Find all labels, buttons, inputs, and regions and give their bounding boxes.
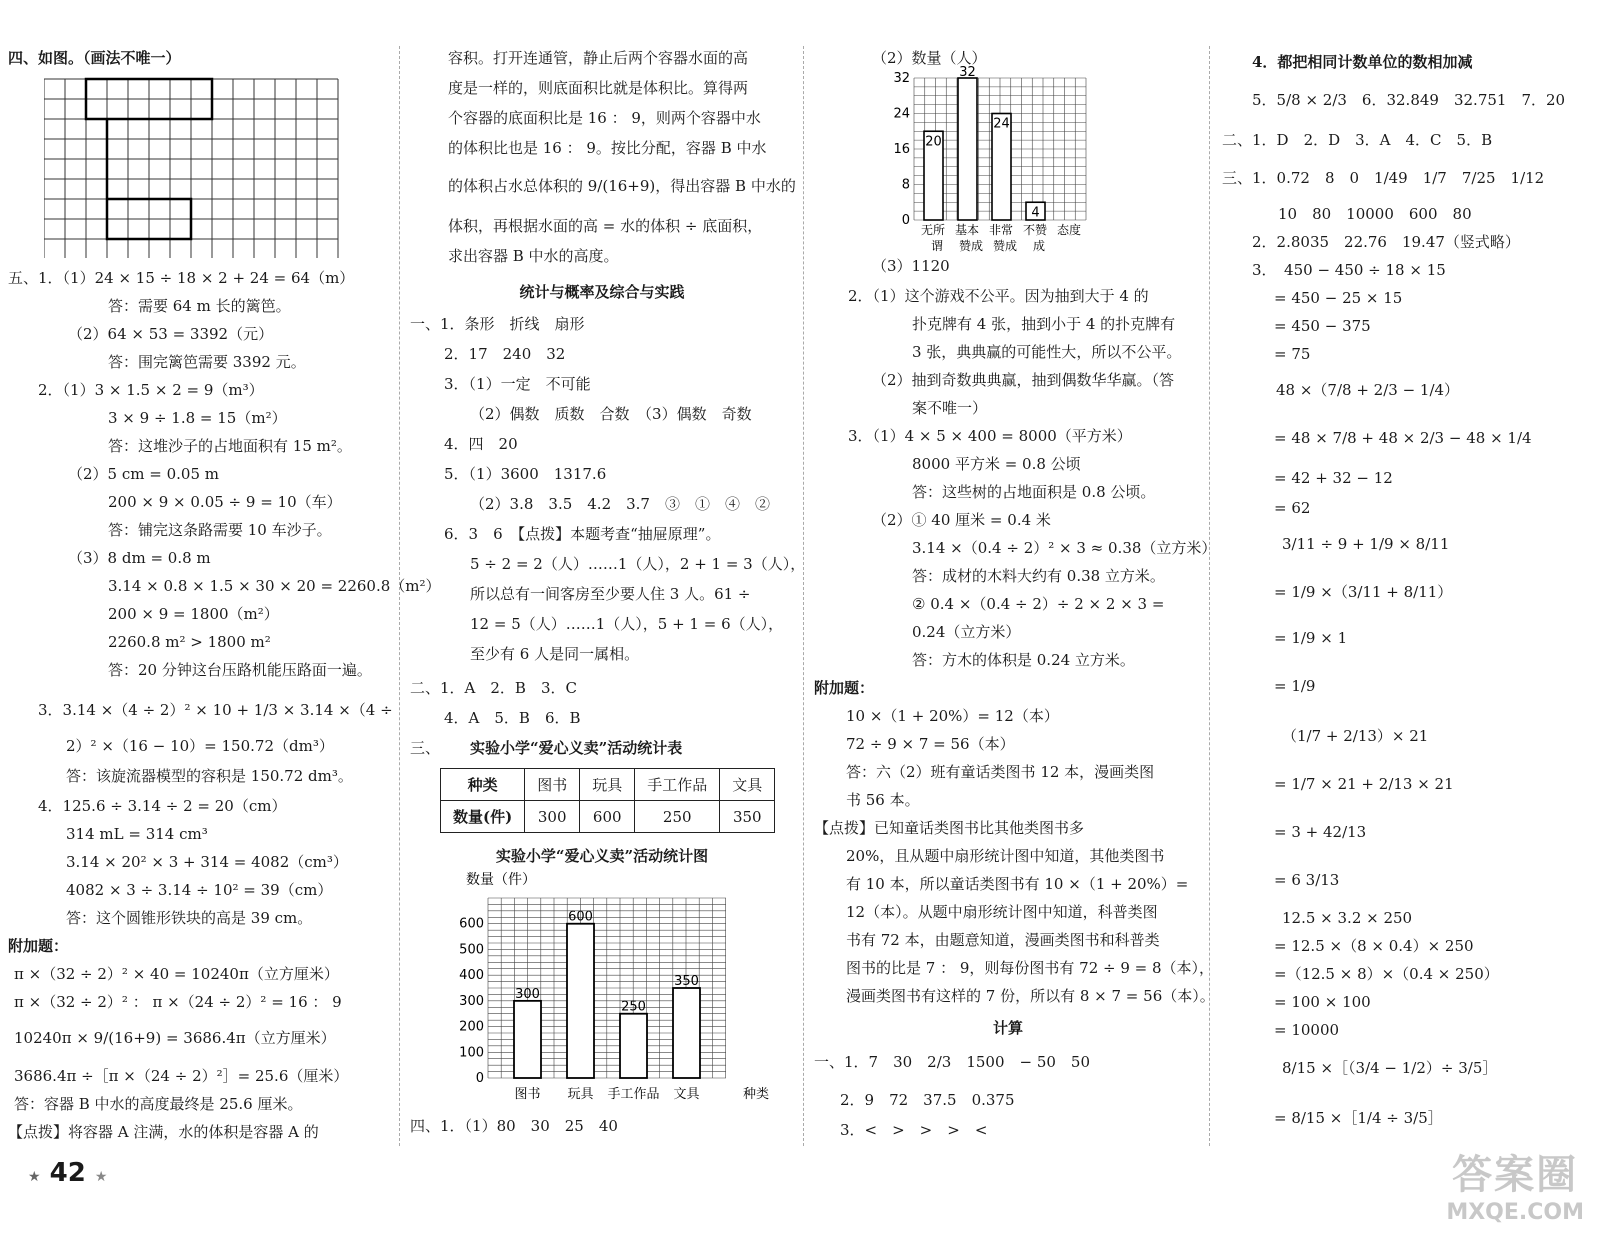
answer-line: 所以总有一间客房至少要人住 3 人。61 ÷ bbox=[470, 585, 751, 603]
answer-line: 的体积占水总体积的 9/(16+9)，得出容器 B 中水的 bbox=[448, 177, 796, 195]
answer-line: = 1/9 ×（3/11 + 8/11） bbox=[1274, 583, 1453, 601]
x-tick-label: 图书 bbox=[514, 1087, 541, 1102]
bar-value-label: 4 bbox=[1031, 205, 1040, 221]
answer-line: 10240π × 9/(16+9) = 3686.4π（立方厘米） bbox=[14, 1029, 336, 1047]
answer-line: 答：六（2）班有童话类图书 12 本，漫画类图 bbox=[846, 763, 1155, 781]
answer-line: 答：成材的木料大约有 0.38 立方米。 bbox=[912, 567, 1165, 585]
answer-line: 答：围完篱笆需要 3392 元。 bbox=[108, 353, 306, 371]
page-number: ★ 42 ★ bbox=[28, 1158, 108, 1188]
answer-line: 12（本）。从题中扇形统计图中知道，科普类图 bbox=[846, 903, 1158, 921]
bar bbox=[567, 924, 594, 1078]
answer-line: 2．（1）这个游戏不公平。因为抽到大于 4 的 bbox=[848, 287, 1149, 305]
answer-line: 2．9 72 37.5 0.375 bbox=[840, 1091, 1015, 1109]
answer-line: = 1/9 bbox=[1274, 677, 1316, 695]
answer-line: （2）5 cm = 0.05 m bbox=[68, 465, 219, 483]
answer-line: 四、1．（1）80 30 25 40 bbox=[410, 1117, 618, 1135]
table-cell: 600 bbox=[580, 801, 635, 833]
table-cell: 种类 bbox=[441, 769, 525, 801]
answer-line: 3.14 ×（0.4 ÷ 2）² × 3 ≈ 0.38（立方米） bbox=[912, 539, 1217, 557]
chart-ylabel: （2）数量（人） bbox=[872, 49, 987, 67]
answer-line: 容积。打开连通管，静止后两个容器水面的高 bbox=[448, 49, 749, 67]
chart-title: 实验小学“爱心义卖”活动统计图 bbox=[495, 847, 709, 865]
answer-line: 10 80 10000 600 80 bbox=[1278, 205, 1472, 223]
x-tick-label: 玩具 bbox=[567, 1087, 594, 1102]
chart-ylabel: 数量（件） bbox=[466, 872, 536, 888]
answer-line: （2）① 40 厘米 = 0.4 米 bbox=[872, 511, 1051, 529]
y-tick-label: 400 bbox=[459, 968, 484, 984]
x-tick-label: 无所谓 bbox=[920, 223, 946, 253]
answer-line: 2．（1）3 × 1.5 × 2 = 9（m³） bbox=[38, 381, 264, 399]
answer-line: 3686.4π ÷［π ×（24 ÷ 2）²］= 25.6（厘米） bbox=[14, 1067, 349, 1085]
answer-line: 12 = 5（人）……1（人），5 + 1 = 6（人）， bbox=[470, 615, 784, 633]
answer-column-4 bbox=[1218, 46, 1596, 1161]
answer-line: 扑克牌有 4 张，抽到小于 4 的扑克牌有 bbox=[912, 315, 1176, 333]
answer-line: 图书的比是 7 ： 9，则每份图书有 72 ÷ 9 = 8（本）， bbox=[846, 959, 1215, 977]
answer-line: 2．17 240 32 bbox=[444, 345, 566, 363]
answer-line: = 3 + 42/13 bbox=[1274, 823, 1367, 841]
answer-line: 200 × 9 = 1800（m²） bbox=[108, 605, 279, 623]
answer-line: 答：这个圆锥形铁块的高是 39 cm。 bbox=[66, 909, 313, 927]
answer-line: = 6 3/13 bbox=[1274, 871, 1340, 889]
y-tick-label: 300 bbox=[459, 993, 484, 1009]
answer-column-2 bbox=[408, 46, 806, 1161]
table-title: 实验小学“爱心义卖”活动统计表 bbox=[470, 739, 683, 757]
answer-line: 3．3.14 ×（4 ÷ 2）² × 10 + 1/3 × 3.14 ×（4 ÷ bbox=[38, 701, 393, 719]
table-header-row bbox=[441, 769, 775, 801]
y-tick-label: 100 bbox=[459, 1045, 484, 1061]
x-tick-label: 态度 bbox=[1056, 223, 1082, 237]
star-icon: ★ bbox=[94, 1169, 108, 1185]
answer-line: （1/7 + 2/13）× 21 bbox=[1282, 727, 1429, 745]
section-title: 统计与概率及综合与实践 bbox=[519, 283, 685, 301]
answer-line: = 8/15 ×［1/4 ÷ 3/5］ bbox=[1274, 1109, 1443, 1127]
answer-line: 4．都把相同计数单位的数相加减 bbox=[1252, 53, 1473, 71]
x-tick-label: 不赞成 bbox=[1022, 223, 1048, 253]
answer-line: 200 × 9 × 0.05 ÷ 9 = 10（车） bbox=[108, 493, 342, 511]
answer-line: = 450 − 375 bbox=[1274, 317, 1371, 335]
answer-line: 答：容器 B 中水的高度最终是 25.6 厘米。 bbox=[14, 1095, 303, 1113]
bar-value-label: 350 bbox=[674, 974, 699, 989]
answer-line: 2260.8 m² > 1800 m² bbox=[108, 633, 271, 651]
stats-table bbox=[440, 768, 775, 833]
answer-line: （2）偶数 质数 合数 （3）偶数 奇数 bbox=[470, 405, 752, 423]
table-cell: 手工作品 bbox=[635, 769, 720, 801]
answer-line: = 48 × 7/8 + 48 × 2/3 − 48 × 1/4 bbox=[1274, 429, 1532, 447]
section-title: 计算 bbox=[992, 1019, 1023, 1037]
answer-line: 3．< > > > < bbox=[840, 1121, 988, 1139]
answer-line: 4．125.6 ÷ 3.14 ÷ 2 = 20（cm） bbox=[38, 797, 287, 815]
y-tick-label: 24 bbox=[893, 106, 910, 122]
answer-line: （3）8 dm = 0.8 m bbox=[68, 549, 211, 567]
answer-line: = 62 bbox=[1274, 499, 1311, 517]
y-tick-label: 600 bbox=[459, 916, 484, 932]
bar bbox=[958, 78, 977, 220]
answer-line: 五、1．（1）24 × 15 ÷ 18 × 2 + 24 = 64（m） bbox=[8, 269, 355, 287]
table-cell: 300 bbox=[525, 801, 580, 833]
answer-line: （2）抽到奇数典典赢，抽到偶数华华赢。（答 bbox=[872, 371, 1175, 389]
answer-line: 答：这些树的占地面积是 0.8 公顷。 bbox=[912, 483, 1156, 501]
bar-value-label: 250 bbox=[621, 999, 646, 1015]
answer-line: 6．3 6 【点拨】本题考查“抽屉原理”。 bbox=[444, 525, 721, 543]
table-cell: 350 bbox=[720, 801, 775, 833]
answer-line: 书 56 本。 bbox=[846, 791, 920, 809]
answer-line: 体积，再根据水面的高 = 水的体积 ÷ 底面积， bbox=[448, 217, 763, 235]
answer-line: π ×（32 ÷ 2）² ： π ×（24 ÷ 2）² = 16 ： 9 bbox=[14, 993, 342, 1011]
answer-line: 48 ×（7/8 + 2/3 − 1/4） bbox=[1276, 381, 1460, 399]
answer-line: = 1/7 × 21 + 2/13 × 21 bbox=[1274, 775, 1454, 793]
answer-line: 3/11 ÷ 9 + 1/9 × 8/11 bbox=[1282, 535, 1450, 553]
answer-line: （3）1120 bbox=[872, 257, 950, 275]
answer-line: 三、1．0.72 8 0 1/49 1/7 7/25 1/12 bbox=[1222, 169, 1545, 187]
answer-line: 答：这堆沙子的占地面积有 15 m²。 bbox=[108, 437, 352, 455]
answer-line: 8000 平方米 = 0.8 公顷 bbox=[912, 455, 1081, 473]
y-tick-label: 0 bbox=[901, 213, 910, 228]
bar-chart-attitude bbox=[890, 64, 1190, 254]
table-cell: 图书 bbox=[525, 769, 580, 801]
y-tick-label: 200 bbox=[459, 1019, 484, 1035]
answer-line: = 450 − 25 × 15 bbox=[1274, 289, 1403, 307]
bar-value-label: 20 bbox=[925, 134, 942, 150]
answer-line: 一、1．条形 折线 扇形 bbox=[410, 315, 585, 333]
x-tick-label: 非常赞成 bbox=[988, 223, 1018, 253]
answer-line: 一、1．7 30 2/3 1500 − 50 50 bbox=[814, 1053, 1090, 1071]
answer-line: 5 ÷ 2 = 2（人）……1（人），2 + 1 = 3（人）， bbox=[470, 555, 806, 573]
answer-line: 答：方木的体积是 0.24 立方米。 bbox=[912, 651, 1135, 669]
bar-value-label: 24 bbox=[993, 116, 1010, 132]
answer-line: 4．四 20 bbox=[444, 435, 518, 453]
answer-line: 二、1．D 2．D 3．A 4．C 5．B bbox=[1222, 131, 1493, 149]
y-tick-label: 32 bbox=[893, 71, 910, 86]
answer-column-3 bbox=[812, 46, 1217, 1161]
answer-line: 10 ×（1 + 20%）= 12（本） bbox=[846, 707, 1059, 725]
answer-line: ② 0.4 ×（0.4 ÷ 2）÷ 2 × 2 × 3 = bbox=[912, 595, 1165, 613]
answer-line: 4．A 5．B 6．B bbox=[444, 709, 581, 727]
bonus-heading: 附加题： bbox=[8, 937, 69, 955]
answer-line: 8/15 ×［（3/4 − 1/2）÷ 3/5］ bbox=[1282, 1059, 1498, 1077]
section-4-heading: 四、如图。（画法不唯一） bbox=[8, 49, 181, 67]
answer-line: 答：20 分钟这台压路机能压路面一遍。 bbox=[108, 661, 372, 679]
answer-line: 0.24（立方米） bbox=[912, 623, 1021, 641]
watermark: 答案圈 MXQE.COM bbox=[1446, 1152, 1584, 1225]
answer-line: 3.14 × 20² × 3 + 314 = 4082（cm³） bbox=[66, 853, 348, 871]
answer-line: = 75 bbox=[1274, 345, 1311, 363]
answer-line: 5．（1）3600 1317.6 bbox=[444, 465, 607, 483]
answer-line: = 100 × 100 bbox=[1274, 993, 1371, 1011]
answer-line: 案不唯一） bbox=[912, 399, 988, 417]
x-tick-label: 基本赞成 bbox=[954, 223, 984, 253]
answer-line: π ×（32 ÷ 2）² × 40 = 10240π（立方厘米） bbox=[14, 965, 339, 983]
answer-line: 20%，且从题中扇形统计图中知道，其他类图书 bbox=[846, 847, 1165, 865]
answer-line: 3 张，典典赢的可能性大，所以不公平。 bbox=[912, 343, 1182, 361]
x-tick-label: 手工作品 bbox=[607, 1087, 660, 1102]
answer-line: 2．2.8035 22.76 19.47（竖式略） bbox=[1252, 233, 1520, 251]
answer-line: = 12.5 ×（8 × 0.4）× 250 bbox=[1274, 937, 1474, 955]
table-cell: 数量(件) bbox=[441, 801, 525, 833]
answer-line: = 1/9 × 1 bbox=[1274, 629, 1348, 647]
table-cell: 文具 bbox=[720, 769, 775, 801]
table-cell: 250 bbox=[635, 801, 720, 833]
answer-line: 【点拨】将容器 A 注满，水的体积是容器 A 的 bbox=[8, 1123, 319, 1141]
answer-line: =（12.5 × 8）×（0.4 × 250） bbox=[1274, 965, 1499, 983]
answer-line: 4082 × 3 ÷ 3.14 ÷ 10² = 39（cm） bbox=[66, 881, 333, 899]
bar-value-label: 300 bbox=[515, 986, 540, 1002]
answer-line: 三、 bbox=[410, 739, 441, 757]
bar-chart-sales bbox=[416, 868, 786, 1108]
answer-line: 有 10 本，所以童话类图书有 10 ×（1 + 20%）= bbox=[846, 875, 1189, 893]
answer-line: 二、1．A 2．B 3．C bbox=[410, 679, 577, 697]
answer-line: （2）64 × 53 = 3392（元） bbox=[68, 325, 274, 343]
bar-value-label: 32 bbox=[959, 65, 976, 80]
answer-line: 个容器的底面积比是 16 ： 9，则两个容器中水 bbox=[448, 109, 761, 127]
answer-line: 3 × 9 ÷ 1.8 = 15（m²） bbox=[108, 409, 287, 427]
y-tick-label: 0 bbox=[475, 1071, 484, 1086]
bar-value-label: 600 bbox=[568, 909, 593, 925]
bar bbox=[514, 1001, 541, 1078]
answer-line: 【点拨】已知童话类图书比其他类图书多 bbox=[814, 819, 1085, 837]
chart-xlabel: 种类 bbox=[742, 1087, 770, 1102]
table-cell: 玩具 bbox=[580, 769, 635, 801]
table-row bbox=[441, 801, 775, 833]
answer-line: 漫画类图书有这样的 7 份，所以有 8 × 7 = 56（本）。 bbox=[846, 987, 1215, 1005]
answer-line: = 10000 bbox=[1274, 1021, 1340, 1039]
answer-line: 2）² ×（16 − 10）= 150.72（dm³） bbox=[66, 737, 334, 755]
y-tick-label: 16 bbox=[893, 142, 910, 157]
answer-line: 3.14 × 0.8 × 1.5 × 30 × 20 = 2260.8（m²） bbox=[108, 577, 441, 595]
answer-line: 求出容器 B 中水的高度。 bbox=[448, 247, 619, 265]
answer-line: 3． 450 − 450 ÷ 18 × 15 bbox=[1252, 261, 1446, 279]
answer-line: 3．（1）4 × 5 × 400 = 8000（平方米） bbox=[848, 427, 1132, 445]
star-icon: ★ bbox=[28, 1169, 41, 1185]
x-tick-label: 文具 bbox=[673, 1087, 700, 1102]
answer-line: 的体积比也是 16 ： 9。按比分配，容器 B 中水 bbox=[448, 139, 767, 157]
bar bbox=[673, 988, 700, 1078]
y-tick-label: 500 bbox=[459, 942, 484, 958]
answer-line: 书有 72 本，由题意知道，漫画类图书和科普类 bbox=[846, 931, 1160, 949]
bonus-heading: 附加题： bbox=[814, 679, 875, 697]
answer-line: 至少有 6 人是同一属相。 bbox=[470, 645, 640, 663]
answer-line: 度是一样的，则底面积比就是体积比。算得两 bbox=[448, 79, 749, 97]
answer-line: 5．5/8 × 2/3 6．32.849 32.751 7．20 bbox=[1252, 91, 1566, 109]
y-tick-label: 8 bbox=[901, 177, 910, 193]
answer-line: 答：铺完这条路需要 10 车沙子。 bbox=[108, 521, 332, 539]
answer-line: 答：需要 64 m 长的篱笆。 bbox=[108, 297, 291, 315]
bar bbox=[620, 1014, 647, 1078]
answer-line: （2）3.8 3.5 4.2 3.7 ③ ① ④ ② bbox=[470, 495, 770, 513]
answer-line: 12.5 × 3.2 × 250 bbox=[1282, 909, 1413, 927]
drawing-grid bbox=[44, 76, 346, 258]
answer-line: = 42 + 32 − 12 bbox=[1274, 469, 1393, 487]
answer-line: 72 ÷ 9 × 7 = 56（本） bbox=[846, 735, 1015, 753]
answer-line: 答：该旋流器模型的容积是 150.72 dm³。 bbox=[66, 767, 353, 785]
answer-line: 3．（1）一定 不可能 bbox=[444, 375, 591, 393]
answer-column-1 bbox=[6, 46, 441, 1161]
answer-line: 314 mL = 314 cm³ bbox=[66, 825, 208, 843]
